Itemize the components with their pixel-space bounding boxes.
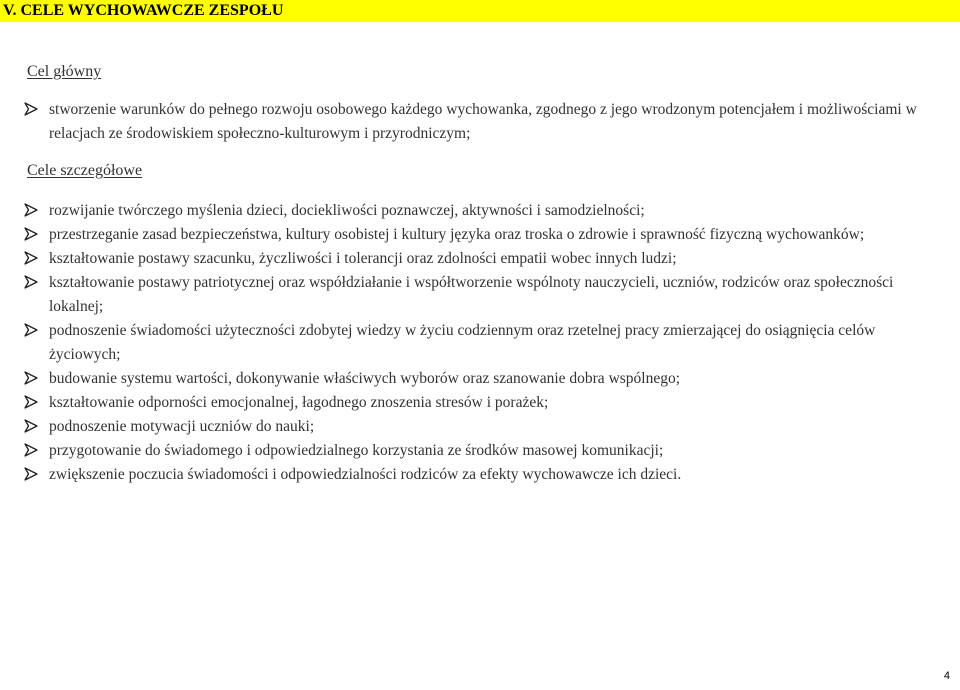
arrowhead-bullet-icon	[24, 467, 38, 481]
detailed-goals-title: Cele szczegółowe	[27, 162, 143, 179]
section-heading-highlight	[0, 0, 960, 22]
list-item-text: kształtowanie postawy patriotycznej oraz współdziałanie i współtworzenie wspólnoty nauczycieli, uczniów, rodziców oraz społeczności lokalnej;	[49, 274, 894, 315]
list-item	[24, 247, 936, 271]
arrowhead-bullet-icon	[24, 323, 38, 337]
list-item-text: stworzenie warunków do pełnego rozwoju osobowego każdego wychowanka, zgodnego z jego wrodzonym potencjałem i możliwościami w relacjach ze środowiskiem społeczno-kulturowym i przyrodniczym;	[49, 101, 917, 142]
list-item	[24, 98, 936, 146]
list-item-text: kształtowanie odporności emocjonalnej, łagodnego znoszenia stresów i porażek;	[49, 394, 549, 411]
arrowhead-bullet-icon	[24, 203, 38, 217]
main-goal-list	[24, 98, 936, 146]
list-item	[24, 367, 936, 391]
arrowhead-bullet-icon	[24, 371, 38, 385]
list-item	[24, 223, 936, 247]
list-item-text: zwiększenie poczucia świadomości i odpowiedzialności rodziców za efekty wychowawcze ich dzieci.	[49, 466, 682, 483]
list-item-text: rozwijanie twórczego myślenia dzieci, dociekliwości poznawczej, aktywności i samodzielności;	[49, 202, 645, 219]
arrowhead-bullet-icon	[24, 102, 38, 116]
detailed-goals-list	[24, 199, 936, 487]
list-item-text: podnoszenie świadomości użyteczności zdobytej wiedzy w życiu codziennym oraz rzetelnej pracy zmierzającej do osiągnięcia celów życiowych;	[49, 322, 876, 363]
list-item-text: przygotowanie do świadomego i odpowiedzialnego korzystania ze środków masowej komunikacji;	[49, 442, 664, 459]
arrowhead-bullet-icon	[24, 251, 38, 265]
list-item-text: budowanie systemu wartości, dokonywanie właściwych wyborów oraz szanowanie dobra wspólnego;	[49, 370, 681, 387]
list-item	[24, 391, 936, 415]
arrowhead-bullet-icon	[24, 227, 38, 241]
list-item	[24, 271, 936, 319]
arrowhead-bullet-icon	[24, 419, 38, 433]
list-item	[24, 199, 936, 223]
list-item-text: kształtowanie postawy szacunku, życzliwości i tolerancji oraz zdolności empatii wobec innych ludzi;	[49, 250, 677, 267]
section-heading: V. CELE WYCHOWAWCZE ZESPOŁU	[3, 2, 284, 19]
list-item-text: podnoszenie motywacji uczniów do nauki;	[49, 418, 315, 435]
arrowhead-bullet-icon	[24, 275, 38, 289]
page-number: 4	[943, 670, 950, 682]
list-item	[24, 463, 936, 487]
arrowhead-bullet-icon	[24, 395, 38, 409]
list-item-text: przestrzeganie zasad bezpieczeństwa, kultury osobistej i kultury języka oraz troska o zdrowie i sprawność fizyczną wychowanków;	[49, 226, 865, 243]
list-item	[24, 415, 936, 439]
arrowhead-bullet-icon	[24, 443, 38, 457]
list-item	[24, 439, 936, 463]
main-goal-title: Cel główny	[27, 63, 102, 80]
list-item	[24, 319, 936, 367]
